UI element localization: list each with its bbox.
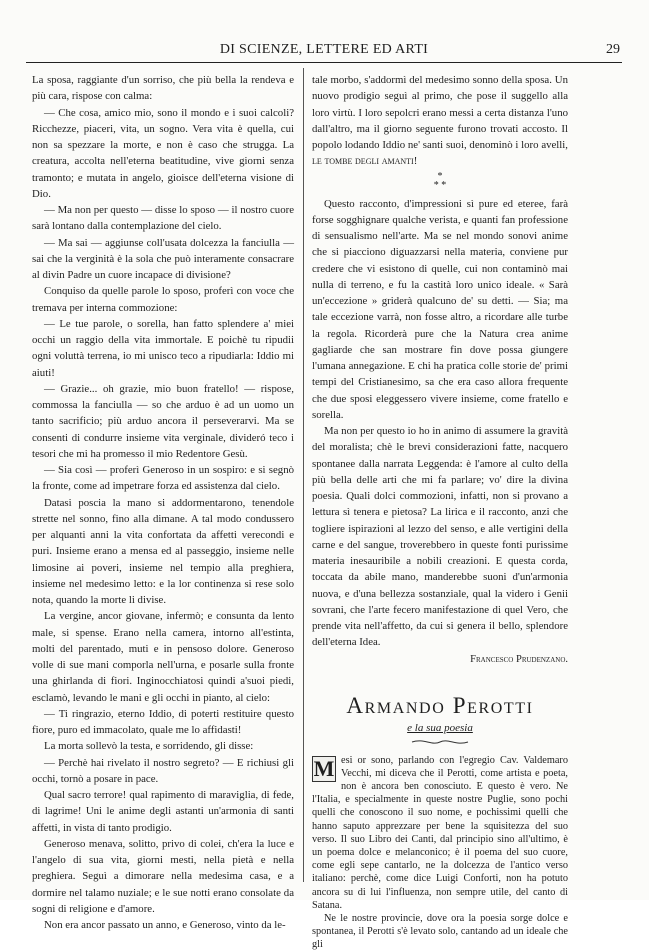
right-column <box>312 72 568 952</box>
paragraph: — Ma sai — aggiunse coll'usata dolcezza la fanciulla — sai che la verginità è la sola che può interamente consacrare al divin Padre un cuore incapace di divisione? <box>32 236 294 281</box>
column-divider <box>303 68 304 882</box>
article-subtitle: e la sua poesia <box>407 721 473 734</box>
paragraph: — Sia così — proferì Generoso in un sospiro: e si segnò la fronte, come ad impetrare forza ed assistenza dal cielo. <box>32 464 294 493</box>
paragraph: La morta sollevò la testa, e sorridendo, gli disse: <box>44 740 254 753</box>
paragraph: Generoso menava, solitto, privo di colei, ch'era la luce e l'angelo di sua vita, giorni mesti, nella pietà e nella preghiera. Seguì a dimorare nella medesima casa, e a dormire nel talamo nuziale; e le sue notti erano consolate da sogni di religione e d'amore. <box>32 837 294 915</box>
article-title-block <box>312 693 568 720</box>
article-title: Armando Perotti <box>346 692 534 718</box>
paragraph: Ma non per questo io ho in animo di assumere la gravità del moralista; chè le brevi considerazioni fatte, nacquero spontanee dalla narrata Leggenda: è l'amore al culto della più bella delle arti che mi fa parlare; vo' dire la divina poesia. Quali dolci commozioni, infatti, non si provano a lettura sì tenera e pietosa? La lirica e il racconto, anzi che togliere ispirazioni al lezzo del senso, e alle vertigini della carne e del sangue, troverebbero in queste fonti purissime materia inesauribile a nobili creazioni. E questa corda, toccata da abile mano, manderebbe suoni d'un'armonia nuova, e d'una bellezza sostanziale, qual la videro i Genii sovrani, che l'arte fecero manifestazione di quel Vero, che prende vita nell'affetto, da cui si genera il bello, splendore dell'eterna Idea. <box>312 425 568 649</box>
paragraph: — Ma non per questo — disse lo sposo — il nostro cuore sarà lontano dalla contemplazione del cielo. <box>32 204 294 233</box>
article-paragraph: Ne le nostre provincie, dove ora la poesia sorge dolce e spontanea, il Perotti s'è levato solo, cantando ad un ideale che gli <box>312 912 568 951</box>
paragraph: — Che cosa, amico mio, sono il mondo e i suoi calcoli? Ricchezze, piaceri, vita, un sogno. Vera vita è quella, cui non sa spezzare la morte, e non è caso che strugga. La creatura, accolta nell'eterna beatitudine, vive giorni senza tramonto; e mutata in angelo, gioisce dell'eterna visione di Dio. <box>32 106 294 200</box>
paragraph: Qual sacro terrore! qual rapimento di maraviglia, di fede, di lagrime! Uni le anime degli astanti un'armonia di santi affetti, in vista di tanto prodigio. <box>32 789 294 834</box>
paragraph: — Le tue parole, o sorella, han fatto splendere a' miei occhi un raggio della vita immortale. E poichè tu ripudii ogni voluttà terrena, io mi unisco teco a ripudiarla: Iddio mi aiuti! <box>32 317 294 379</box>
paragraph: — Perchè hai rivelato il nostro segreto? — E richiusi gli occhi, tornò a posare in pace. <box>32 756 294 785</box>
left-column <box>32 72 294 933</box>
article-paragraph-text: esi or sono, parlando con l'egregio Cav. Valdemaro Vecchi, mi diceva che il Perotti, come artista e poeta, non è ancora ben conosciuto. E questo è vero. Ne l'Italia, e specialmente in queste nostre Puglie, sono pochi quelli che conoscono il suo nome, e pochissimi quelli che hanno saputo apprezzare per bene la squisitezza del suo verso. Il suo Libro dei Canti, dal principio sino all'ultimo, è un poema dolce e melanconico; è il poema del suo cuore, come egli sepe cantarlo, ne la dolcezza de l'antico verso italiano: perchè, come dice Luigi Conforti, non ha potuto ancora su di lui l'influenza, non sempre utile, del canto di Satana. <box>312 754 568 911</box>
asterism-bottom: * * <box>433 179 447 191</box>
paragraph: La sposa, raggiante d'un sorriso, che più bella la rendeva e più cara, rispose con calma: <box>32 74 294 103</box>
author-signature: Francesco Prudenzano. <box>470 653 568 665</box>
paragraph: Questo racconto, d'impressioni sì pure ed eteree, farà forse sogghignare qualche verista, e quanti fan professione di sensualismo nell'arte. Ma se nel mondo sonovi anime che si piacciono diguazzarsi nella materia, conviene pur credere che vi esistono di quelle, cui non contaminò mai nulla di terreno, e fu la castità loro unico ideale. « Sarà un'eccezione » griderà qualcuno de' su detti. — Sia; ma tale eccezione varrà, non fosse altro, a ricordare alle turbe la regola. Ricorderà pure che la Natura crea anime gagliarde che san mostrare fin dove possa giungere l'umana annegazione. E chi ha pratica colle storie de' primi tempi del Cristianesimo, sa che era caso allora frequente che due sposi eleggessero vivere insieme, come fratello e sorella. <box>312 197 568 421</box>
running-title: DI SCIENZE, LETTERE ED ARTI <box>219 42 429 57</box>
paragraph-continued <box>312 72 568 170</box>
running-head <box>26 40 622 63</box>
paragraph: Conquiso da quelle parole lo sposo, proferì con voce che tremava per interna commozione: <box>32 285 294 314</box>
paragraph: — Ti ringrazio, eterno Iddio, di poterti restituire questo fiore, puro ed immacolato, quale me lo affidasti! <box>32 707 294 736</box>
tombs-of-lovers-phrase: le tombe degli amanti! <box>312 155 418 168</box>
paragraph: Non era ancor passato un anno, e Generoso, vinto da le- <box>44 919 286 931</box>
paragraph: — Grazie... oh grazie, mio buon fratello! — rispose, commossa la fanciulla — so che arduo è ad un uomo un tanto sacrificio; più arduo ancora il perseverarvi. Ma se consenti di condurre insieme vita verginale, divideró teco i tesori che mi ha promesso il mio Redentore Gesù. <box>32 382 294 460</box>
article-paragraph <box>312 754 568 912</box>
page-number: 29 <box>606 42 620 57</box>
paragraph: Datasi poscia la mano si addormentarono, tenendole strette nel sonno, fino alla dimane. A tal modo condussero per alquanti anni la vita confortata da affetti verecondi e puri. Insieme erano a mensa ed al passeggio, insieme nelle limosine ai poveri, insieme nel tempio alla preghiera, insieme nel medesimo letto: e la lor continenza si rese solo nota, quando la morte li divise. <box>32 496 294 606</box>
drop-cap: M <box>313 755 335 781</box>
article-body <box>312 754 568 952</box>
paragraph-text: tale morbo, s'addormì del medesimo sonno della sposa. Un nuovo prodigio seguì al primo, che pose il suggello alla loro virtù. I loro sepolcri erano messi a certa distanza l'uno dall'altro, ma il giorno seguente furono trovati accosto. Il popolo lodando Iddio ne' santi suoi, denominò i loro avelli, <box>312 74 568 151</box>
paragraph: La vergine, ancor giovane, infermò; e consunta da lento male, si spense. Erano nella camera, intorno all'estinta, molti del parentado, muti e in pensoso dolore. Generoso volle di sue mani comporla nell'urna, e posarle sulla fronte una ghirlanda di fiori. Inginocchiatosi quindi a'suoi piedi, esclamò, levando le mani e gli occhi in pianto, al cielo: <box>32 610 294 704</box>
asterism-top: * <box>437 170 443 182</box>
asterism-separator <box>312 172 568 192</box>
ornament-swash-icon <box>410 738 470 746</box>
